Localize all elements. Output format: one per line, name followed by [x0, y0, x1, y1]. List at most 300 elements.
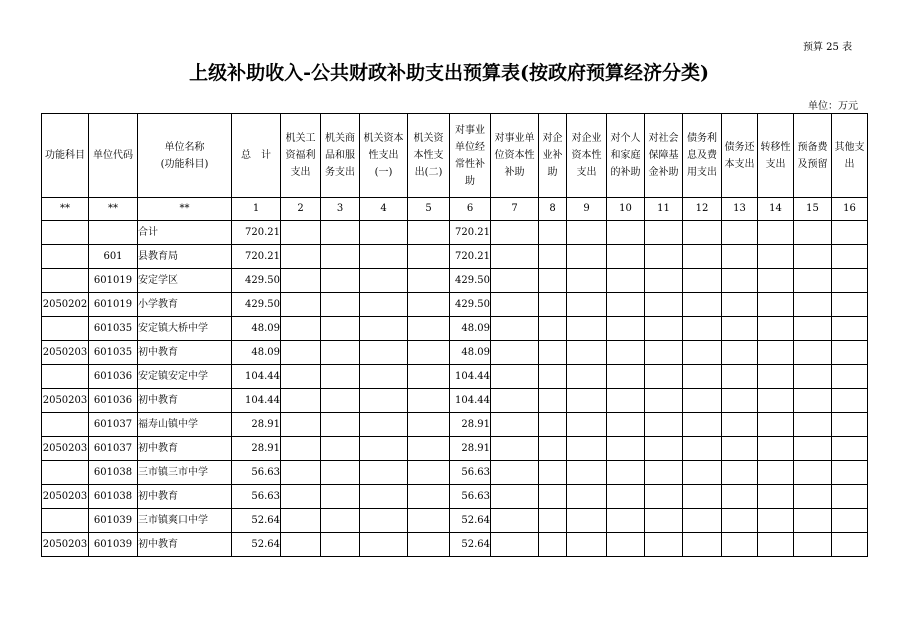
amount-cell	[360, 437, 408, 461]
amount-cell	[281, 533, 321, 557]
table-row	[42, 221, 868, 245]
total-cell: 48.09	[232, 341, 281, 365]
table-row	[42, 293, 868, 317]
amount-cell	[281, 269, 321, 293]
amount-cell	[321, 221, 360, 245]
amount-cell	[360, 389, 408, 413]
amount-cell	[491, 509, 539, 533]
function-code-cell	[42, 461, 89, 485]
total-cell: 104.44	[232, 389, 281, 413]
index-cell: **	[138, 198, 232, 221]
amount-cell	[832, 269, 868, 293]
amount-cell	[408, 269, 450, 293]
table-row	[42, 341, 868, 365]
total-cell: 429.50	[232, 293, 281, 317]
amount-cell	[567, 293, 607, 317]
amount-cell	[683, 269, 722, 293]
header-cell: 机关商 品和服 务支出	[321, 114, 360, 198]
amount-cell: 52.64	[450, 509, 491, 533]
amount-cell	[645, 485, 683, 509]
table-row	[42, 437, 868, 461]
amount-cell	[360, 269, 408, 293]
amount-cell	[360, 509, 408, 533]
amount-cell	[539, 269, 567, 293]
amount-cell	[645, 245, 683, 269]
amount-cell	[832, 365, 868, 389]
amount-cell	[607, 389, 645, 413]
header-cell: 对个人 和家庭 的补助	[607, 114, 645, 198]
total-cell: 52.64	[232, 509, 281, 533]
header-cell: 其他支 出	[832, 114, 868, 198]
amount-cell	[408, 221, 450, 245]
index-row	[42, 198, 868, 221]
amount-cell	[794, 509, 832, 533]
amount-cell	[491, 365, 539, 389]
function-code-cell	[42, 365, 89, 389]
table-row	[42, 461, 868, 485]
amount-cell	[567, 365, 607, 389]
amount-cell	[567, 245, 607, 269]
index-cell: 16	[832, 198, 868, 221]
amount-cell	[360, 485, 408, 509]
amount-cell	[281, 389, 321, 413]
amount-cell	[567, 533, 607, 557]
amount-cell	[832, 245, 868, 269]
amount-cell	[567, 485, 607, 509]
function-code-cell	[42, 221, 89, 245]
amount-cell	[794, 269, 832, 293]
amount-cell	[607, 293, 645, 317]
amount-cell	[491, 437, 539, 461]
amount-cell	[683, 413, 722, 437]
unit-code-cell: 601036	[89, 365, 138, 389]
amount-cell	[539, 293, 567, 317]
unit-name-cell: 小学教育	[138, 293, 232, 317]
index-cell: 5	[408, 198, 450, 221]
amount-cell	[321, 413, 360, 437]
amount-cell	[794, 533, 832, 557]
amount-cell	[321, 293, 360, 317]
amount-cell	[645, 221, 683, 245]
amount-cell	[408, 317, 450, 341]
amount-cell: 28.91	[450, 413, 491, 437]
amount-cell	[539, 365, 567, 389]
function-code-cell: 2050203	[42, 485, 89, 509]
amount-cell	[832, 509, 868, 533]
amount-cell: 48.09	[450, 341, 491, 365]
amount-cell	[758, 293, 794, 317]
amount-cell	[607, 221, 645, 245]
unit-name-cell: 初中教育	[138, 389, 232, 413]
amount-cell	[645, 413, 683, 437]
header-cell: 对事业单 位资本性 补助	[491, 114, 539, 198]
amount-cell: 52.64	[450, 533, 491, 557]
amount-cell	[321, 245, 360, 269]
header-cell: 单位代码	[89, 114, 138, 198]
table-row	[42, 389, 868, 413]
amount-cell	[722, 365, 758, 389]
amount-cell	[758, 509, 794, 533]
amount-cell	[722, 461, 758, 485]
table-row	[42, 245, 868, 269]
total-cell: 56.63	[232, 485, 281, 509]
amount-cell	[491, 389, 539, 413]
amount-cell	[683, 317, 722, 341]
amount-cell	[539, 509, 567, 533]
amount-cell	[281, 317, 321, 341]
amount-cell	[645, 341, 683, 365]
header-cell: 机关资本 性支出 (一)	[360, 114, 408, 198]
amount-cell	[567, 341, 607, 365]
amount-cell	[491, 221, 539, 245]
index-cell: 10	[607, 198, 645, 221]
function-code-cell	[42, 269, 89, 293]
amount-cell	[281, 437, 321, 461]
amount-cell	[321, 485, 360, 509]
amount-cell	[758, 317, 794, 341]
table-row	[42, 317, 868, 341]
function-code-cell	[42, 245, 89, 269]
amount-cell	[607, 413, 645, 437]
amount-cell	[758, 437, 794, 461]
unit-name-cell: 三市镇三市中学	[138, 461, 232, 485]
amount-cell	[281, 413, 321, 437]
amount-cell	[645, 389, 683, 413]
unit-code-cell: 601037	[89, 413, 138, 437]
amount-cell	[645, 509, 683, 533]
amount-cell	[722, 317, 758, 341]
amount-cell	[567, 437, 607, 461]
amount-cell	[832, 221, 868, 245]
header-cell: 单位名称 (功能科目)	[138, 114, 232, 198]
total-cell: 48.09	[232, 317, 281, 341]
total-cell: 720.21	[232, 245, 281, 269]
unit-name-cell: 初中教育	[138, 341, 232, 365]
total-cell: 52.64	[232, 533, 281, 557]
unit-code-cell: 601	[89, 245, 138, 269]
amount-cell	[281, 365, 321, 389]
index-cell: 8	[539, 198, 567, 221]
amount-cell	[539, 341, 567, 365]
amount-cell	[491, 533, 539, 557]
amount-cell	[722, 221, 758, 245]
index-cell: 12	[683, 198, 722, 221]
amount-cell	[408, 293, 450, 317]
amount-cell	[607, 509, 645, 533]
amount-cell	[321, 269, 360, 293]
amount-cell	[408, 485, 450, 509]
index-cell: 13	[722, 198, 758, 221]
amount-cell	[758, 341, 794, 365]
amount-cell	[321, 461, 360, 485]
amount-cell	[360, 221, 408, 245]
amount-cell	[567, 509, 607, 533]
amount-cell	[645, 365, 683, 389]
amount-cell	[683, 365, 722, 389]
amount-cell	[567, 221, 607, 245]
amount-cell: 720.21	[450, 245, 491, 269]
amount-cell	[281, 485, 321, 509]
header-cell: 对企业 资本性 支出	[567, 114, 607, 198]
unit-name-cell: 合计	[138, 221, 232, 245]
amount-cell	[607, 461, 645, 485]
amount-cell	[567, 413, 607, 437]
amount-cell	[539, 389, 567, 413]
amount-cell	[539, 533, 567, 557]
amount-cell	[491, 269, 539, 293]
amount-cell	[491, 341, 539, 365]
amount-cell	[408, 437, 450, 461]
amount-cell	[794, 293, 832, 317]
amount-cell	[491, 293, 539, 317]
amount-cell	[758, 389, 794, 413]
amount-cell	[794, 317, 832, 341]
unit-code-cell: 601039	[89, 533, 138, 557]
amount-cell	[321, 389, 360, 413]
amount-cell	[683, 245, 722, 269]
function-code-cell	[42, 413, 89, 437]
header-cell: 对社会 保障基 金补助	[645, 114, 683, 198]
amount-cell	[607, 317, 645, 341]
amount-cell	[281, 341, 321, 365]
amount-cell	[281, 461, 321, 485]
function-code-cell: 2050203	[42, 533, 89, 557]
amount-cell	[832, 293, 868, 317]
amount-cell	[360, 413, 408, 437]
amount-cell	[683, 461, 722, 485]
unit-code-cell: 601038	[89, 485, 138, 509]
index-cell: **	[89, 198, 138, 221]
amount-cell	[281, 245, 321, 269]
amount-cell	[360, 245, 408, 269]
amount-cell	[794, 437, 832, 461]
index-cell: 3	[321, 198, 360, 221]
unit-name-cell: 安定镇大桥中学	[138, 317, 232, 341]
unit-code-cell	[89, 221, 138, 245]
amount-cell	[321, 509, 360, 533]
header-cell: 机关资 本性支 出(二)	[408, 114, 450, 198]
amount-cell	[758, 461, 794, 485]
amount-cell	[794, 413, 832, 437]
unit-name-cell: 县教育局	[138, 245, 232, 269]
total-cell: 429.50	[232, 269, 281, 293]
amount-cell	[722, 389, 758, 413]
amount-cell	[491, 317, 539, 341]
amount-cell	[832, 341, 868, 365]
table-row	[42, 509, 868, 533]
amount-cell	[722, 533, 758, 557]
amount-cell	[408, 245, 450, 269]
index-cell: **	[42, 198, 89, 221]
amount-cell	[539, 221, 567, 245]
index-cell: 14	[758, 198, 794, 221]
amount-cell	[683, 293, 722, 317]
amount-cell: 429.50	[450, 269, 491, 293]
amount-cell: 56.63	[450, 485, 491, 509]
unit-code-cell: 601019	[89, 293, 138, 317]
amount-cell	[408, 533, 450, 557]
amount-cell	[360, 317, 408, 341]
amount-cell	[607, 365, 645, 389]
amount-cell	[408, 461, 450, 485]
index-cell: 2	[281, 198, 321, 221]
amount-cell	[408, 413, 450, 437]
index-cell: 7	[491, 198, 539, 221]
unit-name-cell: 三市镇爽口中学	[138, 509, 232, 533]
table-row	[42, 269, 868, 293]
amount-cell: 104.44	[450, 365, 491, 389]
header-cell: 对事业 单位经 常性补 助	[450, 114, 491, 198]
amount-cell	[645, 461, 683, 485]
unit-label: 单位：万元	[808, 101, 858, 112]
amount-cell	[360, 461, 408, 485]
amount-cell	[539, 437, 567, 461]
amount-cell	[567, 317, 607, 341]
amount-cell	[607, 533, 645, 557]
amount-cell	[408, 341, 450, 365]
unit-code-cell: 601037	[89, 437, 138, 461]
amount-cell	[794, 245, 832, 269]
unit-code-cell: 601019	[89, 269, 138, 293]
amount-cell	[607, 269, 645, 293]
budget-table	[41, 113, 868, 557]
amount-cell	[794, 389, 832, 413]
function-code-cell: 2050203	[42, 389, 89, 413]
amount-cell	[321, 437, 360, 461]
amount-cell	[567, 461, 607, 485]
unit-code-cell: 601035	[89, 341, 138, 365]
amount-cell	[321, 317, 360, 341]
unit-name-cell: 安定镇安定中学	[138, 365, 232, 389]
amount-cell	[832, 389, 868, 413]
amount-cell	[794, 485, 832, 509]
total-cell: 28.91	[232, 437, 281, 461]
amount-cell	[758, 365, 794, 389]
amount-cell	[758, 269, 794, 293]
amount-cell	[794, 341, 832, 365]
header-row	[42, 114, 868, 198]
total-cell: 28.91	[232, 413, 281, 437]
amount-cell	[722, 413, 758, 437]
function-code-cell: 2050203	[42, 341, 89, 365]
function-code-cell	[42, 317, 89, 341]
amount-cell: 56.63	[450, 461, 491, 485]
header-cell: 转移性 支出	[758, 114, 794, 198]
amount-cell	[491, 485, 539, 509]
function-code-cell: 2050203	[42, 437, 89, 461]
header-cell: 总 计	[232, 114, 281, 198]
amount-cell	[832, 317, 868, 341]
table-number-label: 预算 25 表	[803, 42, 853, 53]
amount-cell	[683, 389, 722, 413]
index-cell: 1	[232, 198, 281, 221]
amount-cell	[758, 221, 794, 245]
amount-cell	[360, 341, 408, 365]
unit-name-cell: 福寿山镇中学	[138, 413, 232, 437]
amount-cell	[832, 533, 868, 557]
amount-cell	[567, 269, 607, 293]
header-cell: 预备费 及预留	[794, 114, 832, 198]
unit-code-cell: 601035	[89, 317, 138, 341]
amount-cell	[281, 509, 321, 533]
amount-cell	[645, 269, 683, 293]
amount-cell: 28.91	[450, 437, 491, 461]
amount-cell	[722, 509, 758, 533]
amount-cell	[758, 245, 794, 269]
table-row	[42, 533, 868, 557]
amount-cell	[758, 485, 794, 509]
amount-cell	[832, 461, 868, 485]
header-cell: 债务利 息及费 用支出	[683, 114, 722, 198]
amount-cell	[360, 533, 408, 557]
amount-cell	[722, 269, 758, 293]
amount-cell	[683, 437, 722, 461]
amount-cell	[722, 293, 758, 317]
amount-cell	[722, 485, 758, 509]
amount-cell	[607, 485, 645, 509]
header-cell: 机关工 资福利 支出	[281, 114, 321, 198]
amount-cell	[645, 437, 683, 461]
amount-cell	[722, 341, 758, 365]
amount-cell: 429.50	[450, 293, 491, 317]
amount-cell	[491, 413, 539, 437]
unit-code-cell: 601039	[89, 509, 138, 533]
amount-cell	[758, 533, 794, 557]
amount-cell	[832, 437, 868, 461]
amount-cell	[607, 341, 645, 365]
amount-cell	[832, 485, 868, 509]
amount-cell	[567, 389, 607, 413]
unit-name-cell: 初中教育	[138, 437, 232, 461]
amount-cell	[539, 413, 567, 437]
amount-cell	[645, 533, 683, 557]
amount-cell	[281, 221, 321, 245]
header-cell: 功能科目	[42, 114, 89, 198]
amount-cell	[539, 317, 567, 341]
amount-cell	[722, 245, 758, 269]
amount-cell	[722, 437, 758, 461]
amount-cell	[539, 461, 567, 485]
function-code-cell	[42, 509, 89, 533]
amount-cell	[321, 365, 360, 389]
amount-cell	[645, 317, 683, 341]
function-code-cell: 2050202	[42, 293, 89, 317]
amount-cell	[360, 293, 408, 317]
amount-cell	[794, 365, 832, 389]
table-row	[42, 365, 868, 389]
table-row	[42, 413, 868, 437]
index-cell: 11	[645, 198, 683, 221]
amount-cell	[683, 341, 722, 365]
index-cell: 15	[794, 198, 832, 221]
amount-cell	[360, 365, 408, 389]
page-title: 上级补助收入-公共财政补助支出预算表(按政府预算经济分类)	[189, 62, 709, 84]
unit-name-cell: 初中教育	[138, 533, 232, 557]
amount-cell	[794, 461, 832, 485]
index-cell: 6	[450, 198, 491, 221]
amount-cell	[683, 509, 722, 533]
amount-cell	[491, 245, 539, 269]
amount-cell	[281, 293, 321, 317]
index-cell: 9	[567, 198, 607, 221]
unit-code-cell: 601038	[89, 461, 138, 485]
amount-cell	[607, 245, 645, 269]
amount-cell	[832, 413, 868, 437]
index-cell: 4	[360, 198, 408, 221]
amount-cell	[321, 533, 360, 557]
amount-cell	[408, 365, 450, 389]
amount-cell	[539, 245, 567, 269]
